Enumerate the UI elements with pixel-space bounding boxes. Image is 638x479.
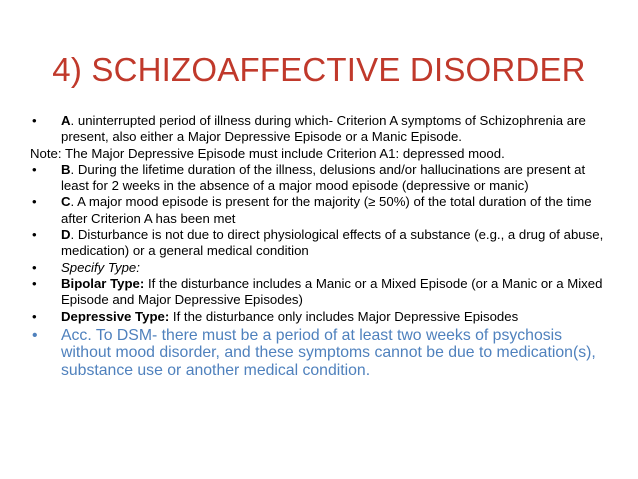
type-label: Depressive Type:: [61, 308, 170, 324]
bullet-item-b: [30, 162, 615, 195]
criterion-label: B: [61, 161, 71, 177]
type-text: If the disturbance only includes Major Depressive Episodes: [169, 308, 519, 324]
type-text: If the disturbance includes a Manic or a Mixed Episode (or a Manic or a Mixed Episode and Major Depressive Episodes): [61, 275, 603, 308]
criterion-text: . A major mood episode is present for the majority (≥ 50%) of the total duration of the time after Criterion A has been met: [61, 194, 592, 226]
slide-title: 4) SCHIZOAFFECTIVE DISORDER: [52, 51, 586, 88]
dsm-note-text: Acc. To DSM- there must be a period of at least two weeks of psychosis without mood disorder, and these symptoms cannot be due to medication(s), substance use or another medical condition.: [61, 326, 596, 379]
bullet-item-c: [30, 194, 615, 227]
bullet-marker: •: [32, 308, 37, 324]
type-label: Bipolar Type:: [61, 275, 145, 291]
criterion-text: . During the lifetime duration of the illness, delusions and/or hallucinations are present at least for 2 weeks in the absence of a major mood episode (depressive or manic): [61, 161, 586, 194]
bullet-item-a: [30, 113, 615, 146]
bullet-marker: •: [32, 275, 37, 291]
bullet-item-d: [30, 227, 615, 260]
criterion-label: C: [61, 194, 71, 210]
criterion-text: . Disturbance is not due to direct physiological effects of a substance (e.g., a drug of abuse, medication) or a general medical condition: [61, 227, 604, 259]
bullet-marker: •: [32, 161, 37, 177]
bullet-item-dsm-note: [30, 327, 615, 380]
criterion-label: D: [61, 227, 71, 243]
bullet-marker: •: [32, 259, 37, 275]
bullet-item-specify: [30, 260, 615, 276]
bullet-marker: •: [32, 326, 38, 344]
note-line: Note: The Major Depressive Episode must include Criterion A1: depressed mood.: [30, 145, 505, 161]
specify-type-text: Specify Type:: [61, 259, 140, 275]
bullet-item-bipolar: [30, 276, 615, 309]
criterion-label: A: [61, 113, 71, 128]
bullet-item-depressive: [30, 309, 615, 325]
bullet-marker: •: [32, 113, 37, 128]
slide-body: [30, 113, 615, 379]
bullet-marker: •: [32, 227, 37, 243]
criterion-text: . uninterrupted period of illness during which- Criterion A symptoms of Schizophrenia are present, also either a Major Depressive Episode or a Manic Episode.: [61, 113, 586, 145]
bullet-marker: •: [32, 194, 37, 210]
